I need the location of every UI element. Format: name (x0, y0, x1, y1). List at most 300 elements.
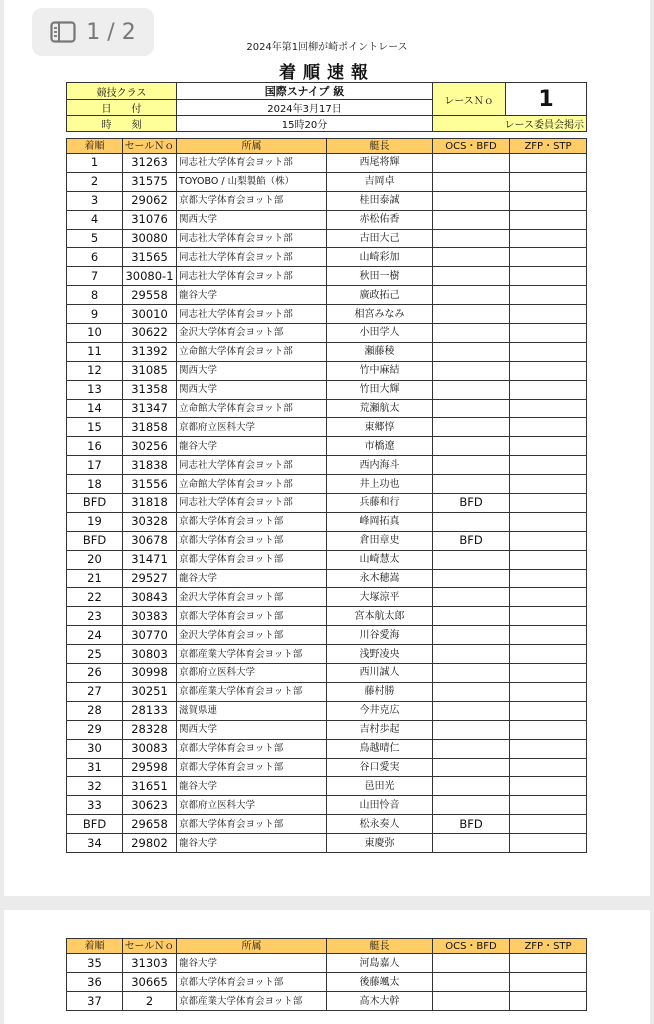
skipper-cell: 古田大己 (327, 229, 433, 248)
sail-no-cell: 29598 (123, 758, 177, 777)
sail-no-cell: 31263 (123, 154, 177, 173)
ocs-bfd-cell (433, 210, 510, 229)
place-cell: 37 (67, 992, 123, 1011)
ocs-bfd-cell (433, 758, 510, 777)
skipper-cell: 井上功也 (327, 475, 433, 494)
sail-no-cell: 30998 (123, 664, 177, 683)
sail-no-cell: 31303 (123, 954, 177, 973)
club-cell: 龍谷大学 (177, 777, 327, 796)
zfp-stp-cell (510, 531, 587, 550)
place-cell: BFD (67, 531, 123, 550)
sail-no-cell: 30080 (123, 229, 177, 248)
club-cell: 同志社大学体育会ヨット部 (177, 456, 327, 475)
table-row (67, 569, 587, 588)
skipper-cell: 浅野凌央 (327, 645, 433, 664)
club-cell: 龍谷大学 (177, 569, 327, 588)
table-row (67, 626, 587, 645)
table-row (67, 248, 587, 267)
zfp-stp-cell (510, 758, 587, 777)
club-cell: 滋賀県連 (177, 701, 327, 720)
skipper-cell: 高木大幹 (327, 992, 433, 1011)
place-cell: 19 (67, 512, 123, 531)
club-cell: 同志社大学体育会ヨット部 (177, 494, 327, 513)
date-label: 日 付 (67, 100, 177, 116)
skipper-cell: 宮本航太郎 (327, 607, 433, 626)
table-row (67, 607, 587, 626)
table-row (67, 418, 587, 437)
place-cell: 31 (67, 758, 123, 777)
table-row (67, 796, 587, 815)
ocs-bfd-cell (433, 267, 510, 286)
club-cell: 京都府立医科大学 (177, 664, 327, 683)
ocs-bfd-cell (433, 973, 510, 992)
club-cell: 関西大学 (177, 361, 327, 380)
ocs-bfd-cell (433, 286, 510, 305)
table-row (67, 437, 587, 456)
place-cell: 18 (67, 475, 123, 494)
skipper-cell: 西川誠人 (327, 664, 433, 683)
zfp-stp-cell (510, 954, 587, 973)
skipper-cell: 廣政拓己 (327, 286, 433, 305)
ocs-bfd-cell (433, 361, 510, 380)
table-row (67, 992, 587, 1011)
ocs-bfd-cell (433, 550, 510, 569)
zfp-stp-cell (510, 664, 587, 683)
sail-no-cell: 31358 (123, 380, 177, 399)
place-cell: 4 (67, 210, 123, 229)
ocs-bfd-cell: BFD (433, 494, 510, 513)
sail-no-cell: 29558 (123, 286, 177, 305)
zfp-stp-cell (510, 154, 587, 173)
document-title: 着順速報 (279, 63, 375, 83)
skipper-cell: 鳥越晴仁 (327, 739, 433, 758)
date-value: 2024年3月17日 (177, 100, 433, 116)
place-cell: 12 (67, 361, 123, 380)
table-row (67, 531, 587, 550)
skipper-cell: 峰岡拓真 (327, 512, 433, 531)
column-header: 所属 (177, 139, 327, 154)
ocs-bfd-cell (433, 324, 510, 343)
table-row (67, 588, 587, 607)
club-cell: 同志社大学体育会ヨット部 (177, 154, 327, 173)
ocs-bfd-cell (433, 588, 510, 607)
zfp-stp-cell (510, 475, 587, 494)
table-row (67, 286, 587, 305)
skipper-cell: 山崎慧太 (327, 550, 433, 569)
page-counter: 1 / 2 (86, 19, 136, 45)
zfp-stp-cell (510, 456, 587, 475)
ocs-bfd-cell (433, 456, 510, 475)
column-header: 着順 (67, 939, 123, 954)
skipper-cell: 東慶弥 (327, 834, 433, 853)
place-cell: 35 (67, 954, 123, 973)
zfp-stp-cell (510, 267, 587, 286)
table-row (67, 380, 587, 399)
place-cell: 33 (67, 796, 123, 815)
column-header: ZFP・STP (510, 939, 587, 954)
skipper-cell: 倉田章史 (327, 531, 433, 550)
table-row (67, 494, 587, 513)
sail-no-cell: 30622 (123, 324, 177, 343)
time-label: 時 刻 (67, 116, 177, 132)
ocs-bfd-cell (433, 626, 510, 645)
place-cell: 29 (67, 720, 123, 739)
club-cell: 龍谷大学 (177, 954, 327, 973)
zfp-stp-cell (510, 645, 587, 664)
results-table-continued (66, 938, 587, 1011)
place-cell: 14 (67, 399, 123, 418)
zfp-stp-cell (510, 324, 587, 343)
club-cell: TOYOBO / 山梨製餡（株） (177, 172, 327, 191)
place-cell: 21 (67, 569, 123, 588)
ocs-bfd-cell (433, 437, 510, 456)
sail-no-cell: 30383 (123, 607, 177, 626)
sail-no-cell: 31471 (123, 550, 177, 569)
ocs-bfd-cell (433, 682, 510, 701)
place-cell: BFD (67, 494, 123, 513)
zfp-stp-cell (510, 342, 587, 361)
zfp-stp-cell (510, 815, 587, 834)
place-cell: 22 (67, 588, 123, 607)
ocs-bfd-cell (433, 248, 510, 267)
table-row (67, 815, 587, 834)
zfp-stp-cell (510, 626, 587, 645)
zfp-stp-cell (510, 380, 587, 399)
column-header: セールＮｏ (123, 139, 177, 154)
zfp-stp-cell (510, 720, 587, 739)
table-row (67, 645, 587, 664)
table-row (67, 720, 587, 739)
club-cell: 龍谷大学 (177, 437, 327, 456)
place-cell: 15 (67, 418, 123, 437)
club-cell: 立命館大学体育会ヨット部 (177, 399, 327, 418)
ocs-bfd-cell (433, 418, 510, 437)
table-row (67, 758, 587, 777)
sail-no-cell: 31651 (123, 777, 177, 796)
column-header: 着順 (67, 139, 123, 154)
zfp-stp-cell (510, 286, 587, 305)
sail-no-cell: 31556 (123, 475, 177, 494)
zfp-stp-cell (510, 682, 587, 701)
sail-no-cell: 28328 (123, 720, 177, 739)
ocs-bfd-cell (433, 607, 510, 626)
zfp-stp-cell (510, 834, 587, 853)
table-row (67, 154, 587, 173)
skipper-cell: 竹中麻結 (327, 361, 433, 380)
ocs-bfd-cell (433, 739, 510, 758)
zfp-stp-cell (510, 361, 587, 380)
class-value: 国際スナイプ 級 (177, 83, 433, 100)
ocs-bfd-cell (433, 512, 510, 531)
zfp-stp-cell (510, 512, 587, 531)
table-row (67, 475, 587, 494)
table-row (67, 834, 587, 853)
club-cell: 京都大学体育会ヨット部 (177, 758, 327, 777)
ocs-bfd-cell (433, 701, 510, 720)
zfp-stp-cell (510, 550, 587, 569)
sail-no-cell: 29527 (123, 569, 177, 588)
sail-no-cell: 31076 (123, 210, 177, 229)
zfp-stp-cell (510, 973, 587, 992)
place-cell: 9 (67, 305, 123, 324)
skipper-cell: 今井克広 (327, 701, 433, 720)
zfp-stp-cell (510, 777, 587, 796)
ocs-bfd-cell (433, 954, 510, 973)
place-cell: 36 (67, 973, 123, 992)
place-cell: 13 (67, 380, 123, 399)
column-header: 艇長 (327, 139, 433, 154)
place-cell: 6 (67, 248, 123, 267)
place-cell: 3 (67, 191, 123, 210)
sail-no-cell: 2 (123, 992, 177, 1011)
skipper-cell: 西尾将輝 (327, 154, 433, 173)
zfp-stp-cell (510, 992, 587, 1011)
column-header: 艇長 (327, 939, 433, 954)
club-cell: 金沢大学体育会ヨット部 (177, 324, 327, 343)
document-page-1 (4, 0, 650, 896)
table-row (67, 512, 587, 531)
sail-no-cell: 30623 (123, 796, 177, 815)
ocs-bfd-cell: BFD (433, 815, 510, 834)
ocs-bfd-cell (433, 796, 510, 815)
sail-no-cell: 31858 (123, 418, 177, 437)
club-cell: 関西大学 (177, 380, 327, 399)
sail-no-cell: 29802 (123, 834, 177, 853)
zfp-stp-cell (510, 701, 587, 720)
table-row (67, 267, 587, 286)
sail-no-cell: 30010 (123, 305, 177, 324)
table-row (67, 324, 587, 343)
table-row (67, 456, 587, 475)
place-cell: 28 (67, 701, 123, 720)
sail-no-cell: 31818 (123, 494, 177, 513)
place-cell: 23 (67, 607, 123, 626)
skipper-cell: 大塚涼平 (327, 588, 433, 607)
zfp-stp-cell (510, 418, 587, 437)
zfp-stp-cell (510, 569, 587, 588)
place-cell: 10 (67, 324, 123, 343)
place-cell: 5 (67, 229, 123, 248)
place-cell: 11 (67, 342, 123, 361)
ocs-bfd-cell (433, 475, 510, 494)
sail-no-cell: 31838 (123, 456, 177, 475)
sail-no-cell: 31347 (123, 399, 177, 418)
club-cell: 同志社大学体育会ヨット部 (177, 267, 327, 286)
sail-no-cell: 31565 (123, 248, 177, 267)
skipper-cell: 永木穂嵩 (327, 569, 433, 588)
zfp-stp-cell (510, 210, 587, 229)
club-cell: 立命館大学体育会ヨット部 (177, 475, 327, 494)
club-cell: 金沢大学体育会ヨット部 (177, 626, 327, 645)
place-cell: 2 (67, 172, 123, 191)
skipper-cell: 谷口愛実 (327, 758, 433, 777)
zfp-stp-cell (510, 739, 587, 758)
zfp-stp-cell (510, 305, 587, 324)
ocs-bfd-cell (433, 834, 510, 853)
sail-no-cell: 29658 (123, 815, 177, 834)
club-cell: 京都大学体育会ヨット部 (177, 973, 327, 992)
ocs-bfd-cell (433, 399, 510, 418)
sail-no-cell: 30803 (123, 645, 177, 664)
club-cell: 京都大学体育会ヨット部 (177, 531, 327, 550)
ocs-bfd-cell: BFD (433, 531, 510, 550)
skipper-cell: 松永奏人 (327, 815, 433, 834)
table-row (67, 191, 587, 210)
skipper-cell: 竹田大輝 (327, 380, 433, 399)
skipper-cell: 川谷愛海 (327, 626, 433, 645)
place-cell: 25 (67, 645, 123, 664)
club-cell: 龍谷大学 (177, 834, 327, 853)
table-header-row (67, 939, 587, 954)
table-row (67, 973, 587, 992)
place-cell: 8 (67, 286, 123, 305)
column-header: ZFP・STP (510, 139, 587, 154)
table-row (67, 739, 587, 758)
skipper-cell: 山崎彩加 (327, 248, 433, 267)
skipper-cell: 吉岡卓 (327, 172, 433, 191)
sail-no-cell: 30665 (123, 973, 177, 992)
page-indicator[interactable] (32, 8, 154, 56)
ocs-bfd-cell (433, 992, 510, 1011)
club-cell: 同志社大学体育会ヨット部 (177, 248, 327, 267)
place-cell: 34 (67, 834, 123, 853)
table-row (67, 229, 587, 248)
table-row (67, 305, 587, 324)
table-row (67, 399, 587, 418)
skipper-cell: 吉村歩起 (327, 720, 433, 739)
skipper-cell: 相宮みなみ (327, 305, 433, 324)
table-row (67, 361, 587, 380)
club-cell: 京都産業大学体育会ヨット部 (177, 645, 327, 664)
zfp-stp-cell (510, 796, 587, 815)
club-cell: 京都産業大学体育会ヨット部 (177, 992, 327, 1011)
race-info-table (66, 82, 587, 132)
sail-no-cell: 30256 (123, 437, 177, 456)
place-cell: BFD (67, 815, 123, 834)
place-cell: 30 (67, 739, 123, 758)
sail-no-cell: 30083 (123, 739, 177, 758)
sail-no-cell: 30843 (123, 588, 177, 607)
event-name: 2024年第1回柳が崎ポイントレース (246, 42, 408, 53)
club-cell: 京都大学体育会ヨット部 (177, 607, 327, 626)
club-cell: 龍谷大学 (177, 286, 327, 305)
skipper-cell: 邑田光 (327, 777, 433, 796)
skipper-cell: 小田学人 (327, 324, 433, 343)
column-header: セールＮｏ (123, 939, 177, 954)
place-cell: 7 (67, 267, 123, 286)
skipper-cell: 市橋遼 (327, 437, 433, 456)
zfp-stp-cell (510, 248, 587, 267)
sail-no-cell: 30080-1 (123, 267, 177, 286)
zfp-stp-cell (510, 588, 587, 607)
race-no-value: 1 (506, 83, 587, 116)
ocs-bfd-cell (433, 191, 510, 210)
club-cell: 京都大学体育会ヨット部 (177, 550, 327, 569)
club-cell: 関西大学 (177, 210, 327, 229)
ocs-bfd-cell (433, 664, 510, 683)
zfp-stp-cell (510, 399, 587, 418)
results-table (66, 138, 587, 853)
race-no-label: レースＮｏ (433, 83, 506, 116)
zfp-stp-cell (510, 494, 587, 513)
table-row (67, 682, 587, 701)
table-row (67, 777, 587, 796)
skipper-cell: 兵藤和行 (327, 494, 433, 513)
sail-no-cell: 31392 (123, 342, 177, 361)
table-row (67, 701, 587, 720)
place-cell: 26 (67, 664, 123, 683)
table-row (67, 210, 587, 229)
skipper-cell: 荒瀬航太 (327, 399, 433, 418)
ocs-bfd-cell (433, 569, 510, 588)
ocs-bfd-cell (433, 380, 510, 399)
place-cell: 1 (67, 154, 123, 173)
skipper-cell: 西内海斗 (327, 456, 433, 475)
ocs-bfd-cell (433, 305, 510, 324)
posted-by: レース委員会掲示 (433, 116, 587, 132)
ocs-bfd-cell (433, 645, 510, 664)
skipper-cell: 山田怜音 (327, 796, 433, 815)
club-cell: 京都大学体育会ヨット部 (177, 739, 327, 758)
column-header: 所属 (177, 939, 327, 954)
club-cell: 京都府立医科大学 (177, 796, 327, 815)
zfp-stp-cell (510, 229, 587, 248)
sail-no-cell: 31575 (123, 172, 177, 191)
table-row (67, 664, 587, 683)
club-cell: 京都大学体育会ヨット部 (177, 191, 327, 210)
skipper-cell: 桂田泰誠 (327, 191, 433, 210)
ocs-bfd-cell (433, 154, 510, 173)
class-label: 競技クラス (67, 83, 177, 100)
column-header: OCS・BFD (433, 939, 510, 954)
sail-no-cell: 29062 (123, 191, 177, 210)
time-value: 15時20分 (177, 116, 433, 132)
ocs-bfd-cell (433, 720, 510, 739)
place-cell: 16 (67, 437, 123, 456)
place-cell: 20 (67, 550, 123, 569)
table-header-row (67, 139, 587, 154)
skipper-cell: 後藤颯太 (327, 973, 433, 992)
zfp-stp-cell (510, 437, 587, 456)
sail-no-cell: 30328 (123, 512, 177, 531)
club-cell: 同志社大学体育会ヨット部 (177, 229, 327, 248)
sail-no-cell: 30251 (123, 682, 177, 701)
sail-no-cell: 28133 (123, 701, 177, 720)
sidebar-icon[interactable] (50, 21, 76, 43)
sail-no-cell: 30770 (123, 626, 177, 645)
place-cell: 24 (67, 626, 123, 645)
ocs-bfd-cell (433, 777, 510, 796)
table-row (67, 954, 587, 973)
sail-no-cell: 30678 (123, 531, 177, 550)
place-cell: 27 (67, 682, 123, 701)
ocs-bfd-cell (433, 342, 510, 361)
skipper-cell: 河島嘉人 (327, 954, 433, 973)
zfp-stp-cell (510, 607, 587, 626)
table-row (67, 550, 587, 569)
club-cell: 関西大学 (177, 720, 327, 739)
skipper-cell: 瀬藤稜 (327, 342, 433, 361)
club-cell: 金沢大学体育会ヨット部 (177, 588, 327, 607)
table-row (67, 342, 587, 361)
skipper-cell: 赤松佑香 (327, 210, 433, 229)
club-cell: 京都大学体育会ヨット部 (177, 512, 327, 531)
sail-no-cell: 31085 (123, 361, 177, 380)
zfp-stp-cell (510, 172, 587, 191)
club-cell: 京都府立医科大学 (177, 418, 327, 437)
ocs-bfd-cell (433, 229, 510, 248)
column-header: OCS・BFD (433, 139, 510, 154)
